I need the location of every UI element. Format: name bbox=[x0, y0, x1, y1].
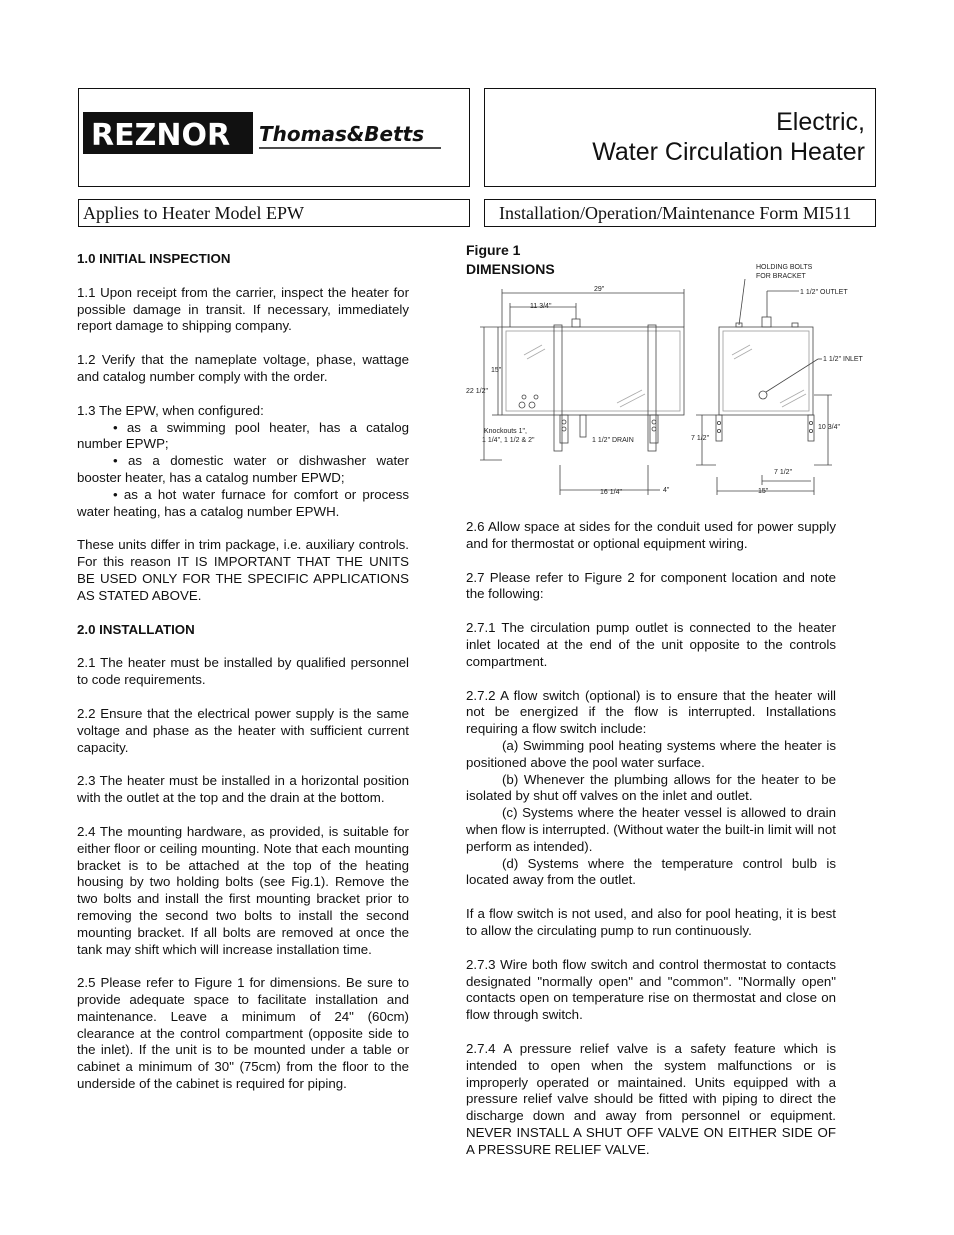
para-2-4: 2.4 The mounting hardware, as provided, is suitable for either floor or ceiling mounting. Note that each mounting bracket is to be attached at the top of the heating housing by two holding bolts (see Fig.1). Remove the two bolts and install the first mounting bracket prior to removing the second two bolts to install the second mounting bracket. If all bolts are removed at once the tank may shift which will increase installation time. bbox=[77, 823, 409, 957]
para-2-5: 2.5 Please refer to Figure 1 for dimensions. Be sure to provide adequate space to facilitate installation and maintenance. Leave a minimum of 24" (60cm) clearance at the control compartment (opposite side to the inlet). If the unit is to be mounted under a table or cabinet a minimum of 30" (75cm) from the floor to the underside of the cabinet is required for piping. bbox=[77, 975, 409, 1092]
inlet-label: 1 1/2" INLET bbox=[823, 356, 863, 363]
para-1-2: 1.2 Verify that the nameplate voltage, phase, wattage and catalog number comply with the order. bbox=[77, 352, 409, 384]
knockouts-line-2: 1 1/4", 1 1/2 & 2" bbox=[482, 437, 535, 444]
para-2-1: 2.1 The heater must be installed by qualified personnel to code requirements. bbox=[77, 655, 409, 688]
figure-title: DIMENSIONS bbox=[466, 261, 555, 277]
trim-note: These units differ in trim package, i.e. auxiliary controls. For this reason IT IS IMPORTANT THAT THE UNITS BE USED ONLY FOR THE SPECIFIC APPLICATIONS AS STATED ABOVE. bbox=[77, 537, 409, 603]
title-line-1: Electric, bbox=[776, 108, 865, 136]
applies-to-text: Applies to Heater Model EPW bbox=[83, 203, 304, 223]
item-b: (b) Whenever the plumbing allows for the heater to be isolated by shut off valves on the inlet and outlet. bbox=[466, 771, 836, 804]
item-c: (c) Systems where the heater vessel is allowed to drain when flow is interrupted. (Without water the built-in limit will not perform as intended). bbox=[466, 805, 836, 854]
outlet-label: 1 1/2" OUTLET bbox=[800, 289, 848, 296]
bolts-label-1: HOLDING BOLTS bbox=[756, 264, 813, 271]
para-2-7: 2.7 Please refer to Figure 2 for component location and note the following: bbox=[466, 569, 836, 602]
dim-4: 4" bbox=[663, 487, 670, 494]
dim-7-12-height: 7 1/2" bbox=[691, 435, 710, 442]
para-2-7-2: 2.7.2 A flow switch (optional) is to ensure that the heater will not be energized if the flow is interrupted. Installations requiring a flow switch include: bbox=[466, 687, 836, 737]
para-2-7-4: 2.7.4 A pressure relief valve is a safety feature which is intended to open when the system malfunctions or is improperly operated or maintained. Units equipped with a pressure relief valve should be fitted with piping to direct the discharge down and away from personnel or equipment. NEVER INSTALL A SHUT OFF VALVE ON EITHER SIDE OF A PRESSURE RELIEF VALVE. bbox=[466, 1040, 836, 1157]
para-1-1: 1.1 Upon receipt from the carrier, inspect the heater for possible damage in transit. If necessary, immediately report damage to shipping company. bbox=[77, 284, 409, 334]
form-text: Installation/Operation/Maintenance Form MI511 bbox=[499, 203, 852, 223]
para-2-7-1: 2.7.1 The circulation pump outlet is connected to the heater inlet located at the end of the unit opposite to the controls compartment. bbox=[466, 620, 836, 669]
bolts-label-2: FOR BRACKET bbox=[756, 273, 806, 280]
dim-15-width: 15" bbox=[758, 488, 769, 495]
bullet-epwp: • as a swimming pool heater, has a catalog number EPWP; bbox=[77, 419, 409, 452]
section-1-heading: 1.0 INITIAL INSPECTION bbox=[77, 251, 231, 266]
dim-16-14: 16 1/4" bbox=[600, 489, 622, 496]
dim-22-12: 22 1/2" bbox=[466, 388, 488, 395]
figure-label: Figure 1 bbox=[466, 242, 521, 258]
dimensions-figure bbox=[462, 255, 882, 500]
right-column bbox=[466, 519, 836, 1159]
left-column bbox=[77, 251, 409, 1093]
drain-label: 1 1/2" DRAIN bbox=[592, 437, 634, 444]
item-a: (a) Swimming pool heating systems where the heater is positioned above the pool water surface. bbox=[466, 737, 836, 770]
dim-10-34: 10 3/4" bbox=[818, 424, 840, 431]
knockouts-line-1: Knockouts 1", bbox=[484, 428, 527, 435]
para-2-7-3: 2.7.3 Wire both flow switch and control thermostat to contacts designated "normally open" and "common". "Normally open" contacts open on temperature rise on thermostat and close on flow through switch. bbox=[466, 956, 836, 1023]
para-2-6: 2.6 Allow space at sides for the conduit used for power supply and for thermostat or optional equipment wiring. bbox=[466, 519, 836, 551]
form-box bbox=[484, 199, 876, 227]
logo-partner-text: Thomas&Betts bbox=[259, 122, 425, 146]
dim-15: 15" bbox=[491, 367, 502, 374]
para-1-3: 1.3 The EPW, when configured: bbox=[77, 402, 264, 418]
flow-switch-note: If a flow switch is not used, and also for pool heating, it is best to allow the circulating pump to run continuously. bbox=[466, 906, 836, 938]
section-2-heading: 2.0 INSTALLATION bbox=[77, 621, 195, 637]
dim-11-34: 11 3/4" bbox=[530, 303, 552, 310]
para-2-3: 2.3 The heater must be installed in a horizontal position with the outlet at the top and the drain at the bottom. bbox=[77, 773, 409, 806]
logo-brand-text: REZNOR bbox=[91, 118, 231, 153]
bullet-epwh: • as a hot water furnace for comfort or process water heating, has a catalog number EPWH. bbox=[77, 486, 409, 519]
para-2-2: 2.2 Ensure that the electrical power supply is the same voltage and phase as the heater with sufficient current capacity. bbox=[77, 705, 409, 755]
title-box bbox=[484, 88, 876, 187]
item-d: (d) Systems where the temperature control bulb is located away from the outlet. bbox=[466, 855, 836, 888]
dim-29: 29" bbox=[594, 286, 605, 293]
applies-to-box bbox=[78, 199, 470, 227]
bullet-epwd: • as a domestic water or dishwasher water booster heater, has a catalog number EPWD; bbox=[77, 453, 409, 485]
dim-7-12-width: 7 1/2" bbox=[774, 469, 793, 476]
reznor-thomas-betts-logo bbox=[79, 89, 469, 186]
title-line-2: Water Circulation Heater bbox=[592, 138, 865, 166]
logo-box bbox=[78, 88, 470, 187]
